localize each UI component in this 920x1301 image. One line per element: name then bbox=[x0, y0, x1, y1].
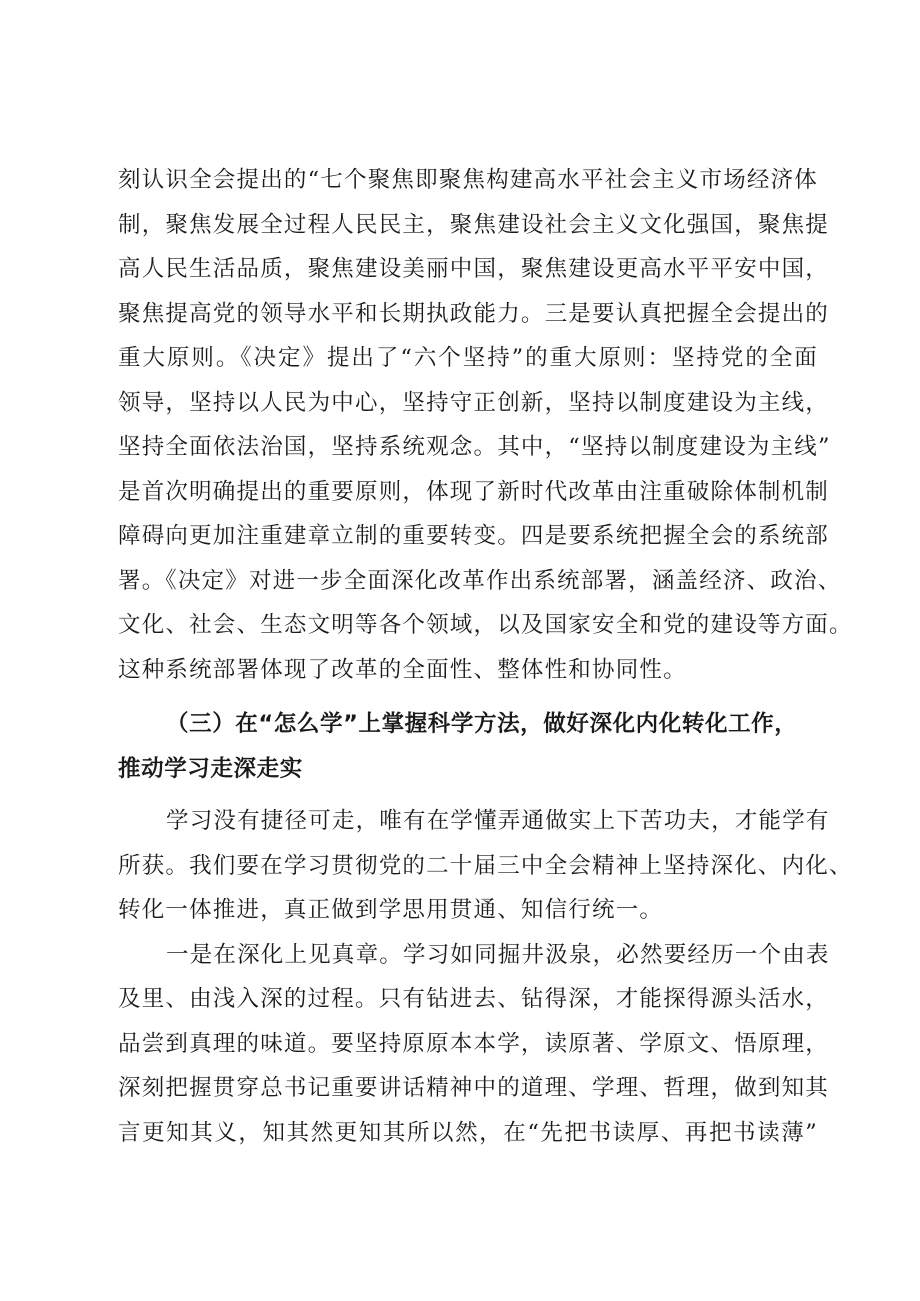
text-line: 一是在深化上见真章。学习如同掘井汲泉，必然要经历一个由表 bbox=[166, 941, 830, 968]
text-line: 障碍向更加注重建章立制的重要转变。四是要系统把握全会的系统部 bbox=[118, 523, 830, 549]
heading-line: 推动学习走深走实 bbox=[118, 755, 303, 782]
text-line: 及里、由浅入深的过程。只有钻进去、钻得深，才能探得源头活水， bbox=[118, 986, 830, 1012]
text-line: 品尝到真理的味道。要坚持原原本本学，读原著、学原文、悟原理， bbox=[118, 1030, 830, 1057]
document-body bbox=[118, 158, 853, 1155]
text-line: 深刻把握贯穿总书记重要讲话精神中的道理、学理、哲理，做到知其 bbox=[118, 1075, 830, 1101]
text-line: 言更知其义，知其然更知其所以然，在“先把书读厚、再把书读薄” bbox=[118, 1119, 818, 1146]
paragraph-3 bbox=[118, 933, 830, 1156]
text-line: 转化一体推进，真正做到学思用贯通、知信行统一。 bbox=[118, 897, 664, 923]
paragraph-2 bbox=[118, 799, 853, 933]
text-line: 是首次明确提出的重要原则，体现了新时代改革由注重破除体制机制 bbox=[118, 478, 830, 505]
text-line: 高人民生活品质，聚焦建设美丽中国，聚焦建设更高水平平安中国， bbox=[118, 256, 830, 282]
text-line: 刻认识全会提出的“七个聚焦即聚焦构建高水平社会主义市场经济体 bbox=[118, 167, 819, 193]
text-line: 重大原则。《决定》提出了“六个坚持”的重大原则：坚持党的全面 bbox=[118, 345, 818, 371]
text-line: 文化、社会、生态文明等各个领域，以及国家安全和党的建设等方面。 bbox=[118, 612, 853, 638]
text-line: 这种系统部署体现了改革的全面性、整体性和协同性。 bbox=[118, 656, 687, 683]
text-line: 所获。我们要在学习贯彻党的二十届三中全会精神上坚持深化、内化、 bbox=[118, 852, 853, 879]
text-line: 领导，坚持以人民为中心，坚持守正创新，坚持以制度建设为主线， bbox=[118, 389, 830, 416]
paragraph-1 bbox=[118, 158, 853, 692]
heading-line: （三）在“怎么学”上掌握科学方法，做好深化内化转化工作， bbox=[166, 711, 798, 737]
text-line: 署。《决定》对进一步全面深化改革作出系统部署，涵盖经济、政治、 bbox=[118, 567, 842, 594]
text-line: 学习没有捷径可走，唯有在学懂弄通做实上下苦功夫，才能学有 bbox=[166, 808, 830, 834]
section-heading bbox=[118, 702, 818, 791]
text-line: 聚焦提高党的领导水平和长期执政能力。三是要认真把握全会提出的 bbox=[118, 300, 830, 327]
text-line: 制，聚焦发展全过程人民民主，聚焦建设社会主义文化强国，聚焦提 bbox=[118, 211, 830, 238]
text-line: 坚持全面依法治国，坚持系统观念。其中，“坚持以制度建设为主线” bbox=[118, 434, 831, 460]
